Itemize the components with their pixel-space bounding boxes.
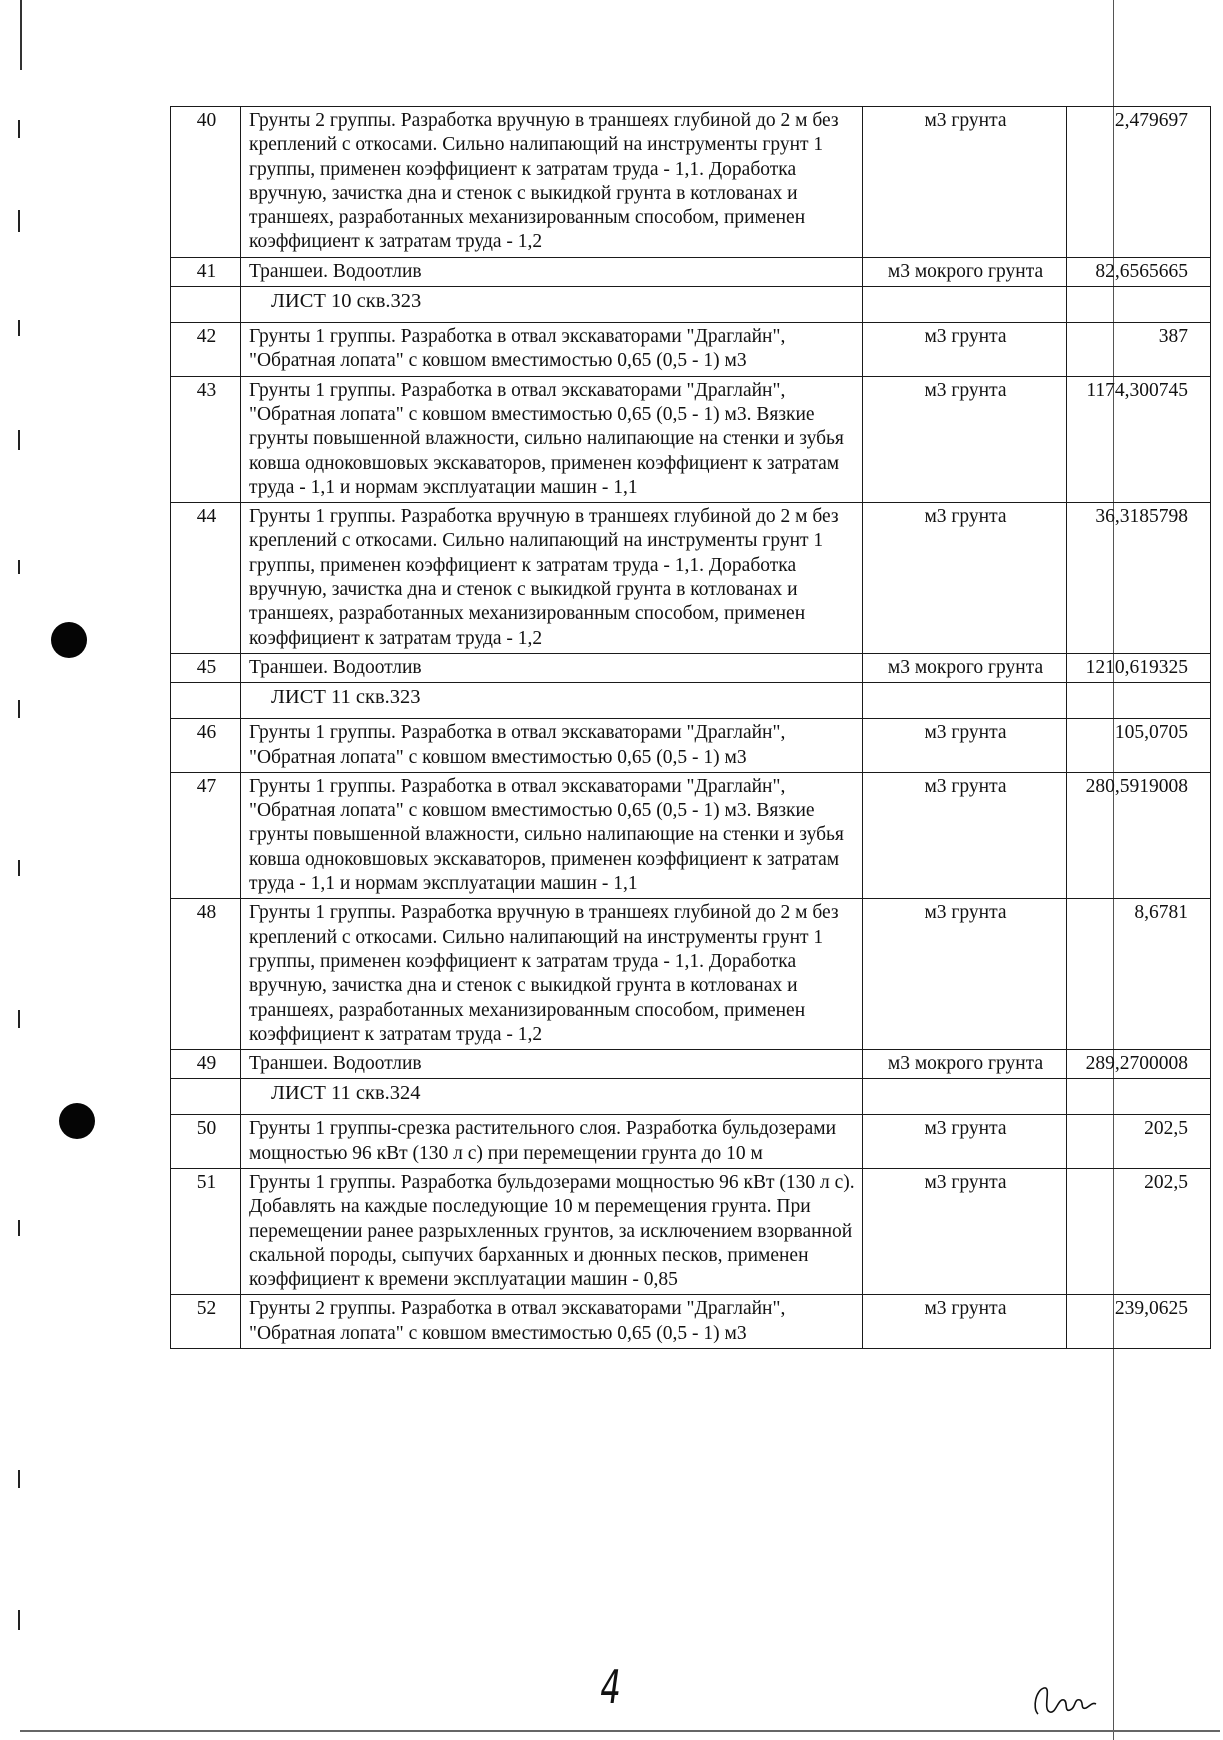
unit-cell: м3 грунта <box>863 503 1067 654</box>
unit-cell: м3 грунта <box>863 1115 1067 1169</box>
scan-mark <box>18 320 20 336</box>
quantity-cell: 8,6781 <box>1067 899 1211 1050</box>
table-row <box>171 1295 1211 1349</box>
quantity-cell: 36,3185798 <box>1067 503 1211 654</box>
table-row <box>171 1050 1211 1079</box>
unit-cell: м3 грунта <box>863 376 1067 502</box>
scan-mark <box>18 860 20 876</box>
unit-cell <box>863 683 1067 719</box>
quantity-cell <box>1067 287 1211 323</box>
quantity-cell <box>1067 1079 1211 1115</box>
quantity-cell: 202,5 <box>1067 1115 1211 1169</box>
scan-left-edge <box>20 0 22 70</box>
table-row <box>171 719 1211 773</box>
description-cell: Грунты 1 группы. Разработка в отвал экскаваторами "Драглайн", "Обратная лопата" с ковшом вместимостью 0,65 (0,5 - 1) м3. Вязкие грунты повышенной влажности, сильно налипающие на стенки и зубья ковша одноковшовых экскаваторов, применен коэффициент к затратам труда - 1,1 и нормам эксплуатации машин - 1,1 <box>241 376 863 502</box>
signature <box>1030 1680 1100 1722</box>
table-row <box>171 107 1211 258</box>
section-row <box>171 287 1211 323</box>
table-row <box>171 1115 1211 1169</box>
scan-mark <box>18 1470 20 1488</box>
unit-cell: м3 грунта <box>863 107 1067 258</box>
table-row <box>171 376 1211 502</box>
scan-mark <box>18 120 20 138</box>
row-number-cell: 46 <box>171 719 241 773</box>
row-number-cell: 45 <box>171 653 241 682</box>
description-cell: ЛИСТ 10 скв.323 <box>241 287 863 323</box>
scan-mark <box>18 1220 20 1236</box>
table-row <box>171 1168 1211 1294</box>
scan-mark <box>18 210 20 232</box>
quantity-cell: 2,479697 <box>1067 107 1211 258</box>
scan-bottom-edge <box>20 1730 1220 1732</box>
quantity-cell: 387 <box>1067 323 1211 377</box>
row-number-cell: 40 <box>171 107 241 258</box>
description-cell: Грунты 1 группы. Разработка вручную в траншеях глубиной до 2 м без креплений с откосами. Сильно налипающий на инструменты грунт 1 группы, применен коэффициент к затратам труда - 1,1. Доработка вручную, зачистка дна и стенок с выкидкой грунта в котлованах и траншеях, разработанных механизированным способом, применен коэффициент к затратам труда - 1,2 <box>241 899 863 1050</box>
quantity-cell: 1210,619325 <box>1067 653 1211 682</box>
scan-mark <box>18 1010 20 1028</box>
description-cell: Грунты 1 группы. Разработка в отвал экскаваторами "Драглайн", "Обратная лопата" с ковшом вместимостью 0,65 (0,5 - 1) м3. Вязкие грунты повышенной влажности, сильно налипающие на стенки и зубья ковша одноковшовых экскаваторов, применен коэффициент к затратам труда - 1,1 и нормам эксплуатации машин - 1,1 <box>241 772 863 898</box>
description-cell: Грунты 1 группы-срезка растительного слоя. Разработка бульдозерами мощностью 96 кВт (130 л с) при перемещении грунта до 10 м <box>241 1115 863 1169</box>
unit-cell: м3 мокрого грунта <box>863 653 1067 682</box>
description-cell: Грунты 2 группы. Разработка в отвал экскаваторами "Драглайн", "Обратная лопата" с ковшом вместимостью 0,65 (0,5 - 1) м3 <box>241 1295 863 1349</box>
row-number-cell: 48 <box>171 899 241 1050</box>
row-number-cell <box>171 287 241 323</box>
table-row <box>171 899 1211 1050</box>
row-number-cell: 47 <box>171 772 241 898</box>
description-cell: Траншеи. Водоотлив <box>241 1050 863 1079</box>
unit-cell <box>863 287 1067 323</box>
description-cell: Траншеи. Водоотлив <box>241 653 863 682</box>
scan-mark <box>18 430 20 450</box>
row-number-cell <box>171 1079 241 1115</box>
description-cell: ЛИСТ 11 скв.324 <box>241 1079 863 1115</box>
scan-mark <box>18 700 20 718</box>
quantity-cell: 239,0625 <box>1067 1295 1211 1349</box>
table-row <box>171 257 1211 286</box>
row-number-cell: 51 <box>171 1168 241 1294</box>
unit-cell: м3 грунта <box>863 719 1067 773</box>
unit-cell <box>863 1079 1067 1115</box>
quantity-cell: 202,5 <box>1067 1168 1211 1294</box>
quantity-cell: 289,2700008 <box>1067 1050 1211 1079</box>
table-row <box>171 503 1211 654</box>
table-row <box>171 653 1211 682</box>
unit-cell: м3 грунта <box>863 772 1067 898</box>
section-row <box>171 683 1211 719</box>
row-number-cell <box>171 683 241 719</box>
scan-mark <box>18 560 20 574</box>
table-row <box>171 323 1211 377</box>
unit-cell: м3 грунта <box>863 899 1067 1050</box>
description-cell: Грунты 1 группы. Разработка бульдозерами мощностью 96 кВт (130 л с). Добавлять на каждые последующие 10 м перемещения грунта. При перемещении ранее разрыхленных грунтов, за исключением взорванной скальной породы, сыпучих барханных и дюнных песков, применен коэффициент к времени эксплуатации машин - 0,85 <box>241 1168 863 1294</box>
description-cell: Траншеи. Водоотлив <box>241 257 863 286</box>
punch-hole <box>59 1103 95 1139</box>
unit-cell: м3 грунта <box>863 1295 1067 1349</box>
page-number: 4 <box>600 1660 621 1714</box>
row-number-cell: 44 <box>171 503 241 654</box>
description-cell: Грунты 1 группы. Разработка вручную в траншеях глубиной до 2 м без креплений с откосами. Сильно налипающий на инструменты грунт 1 группы, применен коэффициент к затратам труда - 1,1. Доработка вручную, зачистка дна и стенок с выкидкой грунта в котлованах и траншеях, разработанных механизированным способом, применен коэффициент к затратам труда - 1,2 <box>241 503 863 654</box>
section-row <box>171 1079 1211 1115</box>
estimate-table <box>170 106 1211 1349</box>
row-number-cell: 50 <box>171 1115 241 1169</box>
unit-cell: м3 мокрого грунта <box>863 257 1067 286</box>
row-number-cell: 42 <box>171 323 241 377</box>
unit-cell: м3 мокрого грунта <box>863 1050 1067 1079</box>
unit-cell: м3 грунта <box>863 323 1067 377</box>
row-number-cell: 49 <box>171 1050 241 1079</box>
quantity-cell: 280,5919008 <box>1067 772 1211 898</box>
row-number-cell: 41 <box>171 257 241 286</box>
row-number-cell: 43 <box>171 376 241 502</box>
description-cell: Грунты 1 группы. Разработка в отвал экскаваторами "Драглайн", "Обратная лопата" с ковшом вместимостью 0,65 (0,5 - 1) м3 <box>241 719 863 773</box>
quantity-cell: 1174,300745 <box>1067 376 1211 502</box>
scan-mark <box>18 1610 20 1630</box>
row-number-cell: 52 <box>171 1295 241 1349</box>
quantity-cell: 105,0705 <box>1067 719 1211 773</box>
punch-hole <box>51 622 87 658</box>
estimate-rows <box>171 107 1211 1349</box>
quantity-cell <box>1067 683 1211 719</box>
description-cell: Грунты 1 группы. Разработка в отвал экскаваторами "Драглайн", "Обратная лопата" с ковшом вместимостью 0,65 (0,5 - 1) м3 <box>241 323 863 377</box>
quantity-cell: 82,6565665 <box>1067 257 1211 286</box>
description-cell: ЛИСТ 11 скв.323 <box>241 683 863 719</box>
table-row <box>171 772 1211 898</box>
description-cell: Грунты 2 группы. Разработка вручную в траншеях глубиной до 2 м без креплений с откосами. Сильно налипающий на инструменты грунт 1 группы, применен коэффициент к затратам труда - 1,1. Доработка вручную, зачистка дна и стенок с выкидкой грунта в котлованах и траншеях, разработанных механизированным способом, применен коэффициент к затратам труда - 1,2 <box>241 107 863 258</box>
unit-cell: м3 грунта <box>863 1168 1067 1294</box>
